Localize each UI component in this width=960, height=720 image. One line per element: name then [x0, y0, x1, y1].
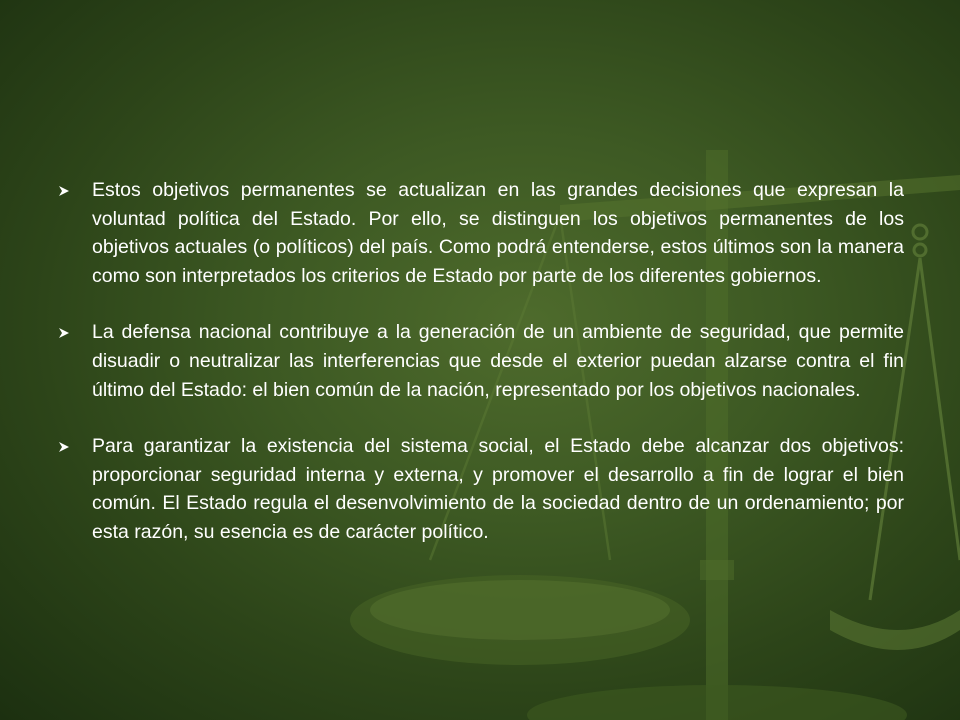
- arrowhead-bullet-icon: [58, 176, 92, 202]
- arrowhead-bullet-icon: [58, 432, 92, 458]
- bullet-text: Estos objetivos permanentes se actualizan en las grandes decisiones que expresan la voluntad política del Estado. Por ello, se distinguen los objetivos permanentes de los objetivos actuales (o políticos) del país. Como podrá entenderse, estos últimos son la manera como son interpretados los criterios de Estado por parte de los diferentes gobiernos.: [92, 179, 904, 287]
- bullet-text: Para garantizar la existencia del sistema social, el Estado debe alcanzar dos objetivos: proporcionar seguridad interna y externa, y promover el desarrollo a fin de lograr el bien común. El Estado regula el desenvolvimiento de la sociedad dentro de un ordenamiento; por esta razón, su esencia es de carácter político.: [92, 435, 904, 543]
- bullet-text: La defensa nacional contribuye a la generación de un ambiente de seguridad, que permite disuadir o neutralizar las interferencias que desde el exterior puedan alzarse contra el fin último del Estado: el bien común de la nación, representado por los objetivos nacionales.: [92, 321, 904, 401]
- bullet-item: [58, 176, 904, 290]
- bullet-list: [58, 176, 904, 547]
- bullet-item: [58, 318, 904, 404]
- arrowhead-bullet-icon: [58, 318, 92, 344]
- bullet-item: [58, 432, 904, 546]
